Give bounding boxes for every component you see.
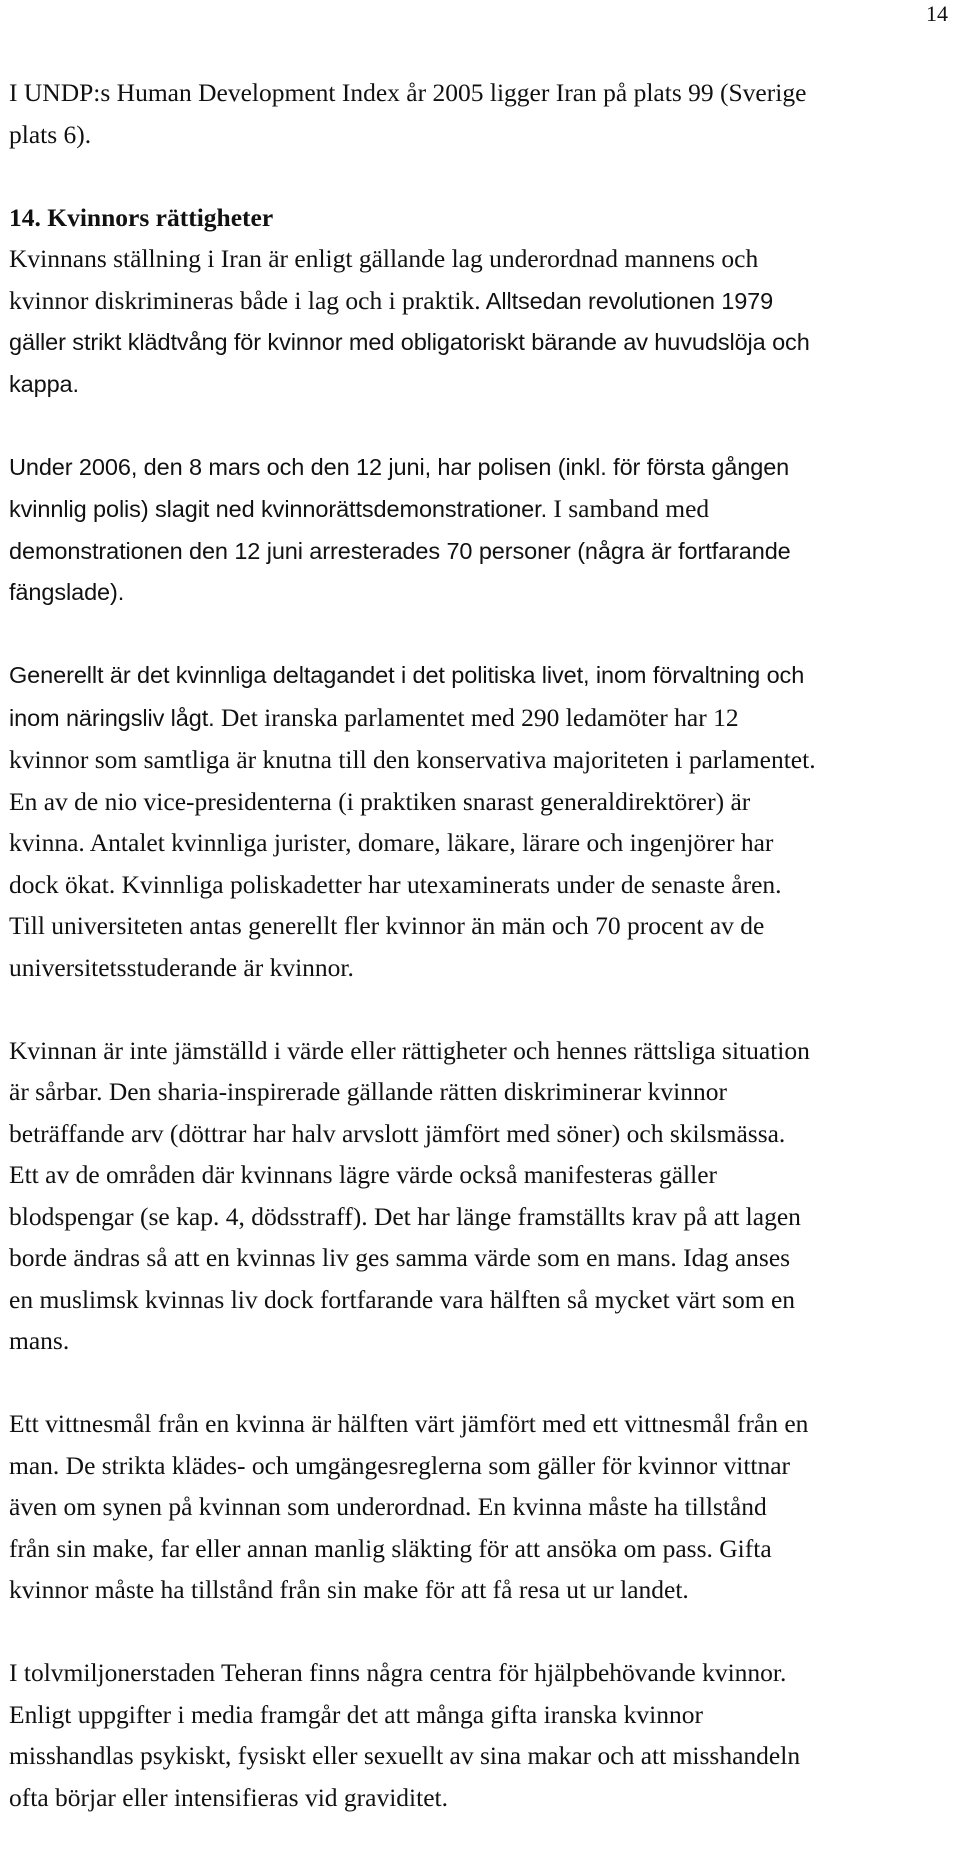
text-line: kappa.	[9, 370, 79, 397]
text-line: dock ökat. Kvinnliga poliskadetter har utexaminerats under de senaste åren.	[9, 869, 782, 899]
text-line: En av de nio vice-presidenterna (i praktiken snarast generaldirektörer) är	[9, 786, 751, 816]
text-line: misshandlas psykiskt, fysiskt eller sexuellt av sina makar och att misshandeln	[9, 1741, 801, 1770]
paragraph-tehran	[9, 1652, 959, 1818]
text-segment-sans: inom näringsliv lågt.	[9, 704, 215, 731]
text-segment-sans: kvinnlig polis) slagit ned kvinnorättsdemonstrationer.	[9, 496, 547, 522]
text-line: ofta börjar eller intensifieras vid graviditet.	[9, 1782, 449, 1812]
text-line: en muslimsk kvinnas liv dock fortfarande vara hälften så mycket värt som en	[9, 1284, 796, 1314]
text-line: kvinnor som samtliga är knutna till den konservativa majoriteten i parlamentet.	[9, 745, 816, 774]
text-line: blodspengar (se kap. 4, dödsstraff). Det har länge framställts krav på att lagen	[9, 1201, 801, 1231]
text-line: Under 2006, den 8 mars och den 12 juni, har polisen (inkl. för första gången	[9, 453, 790, 480]
section-heading: 14. Kvinnors rättigheter	[9, 202, 274, 232]
text-line: borde ändras så att en kvinnas liv ges samma värde som en mans. Idag anses	[9, 1243, 791, 1272]
text-line: Ett vittnesmål från en kvinna är hälften värt jämfört med ett vittnesmål från en	[9, 1409, 809, 1438]
text-line: gäller strikt klädtvång för kvinnor med obligatoriskt bärande av huvudslöja och	[9, 329, 810, 355]
text-line: beträffande arv (döttrar har halv arvslott jämfört med söner) och skilsmässa.	[9, 1118, 786, 1148]
text-line: I tolvmiljonerstaden Teheran finns några centra för hjälpbehövande kvinnor.	[9, 1658, 787, 1687]
text-line: Ett av de områden där kvinnans lägre värde också manifesteras gäller	[9, 1160, 718, 1189]
text-line: Till universiteten antas generellt fler kvinnor än män och 70 procent av de	[9, 911, 765, 940]
text-line: kvinna. Antalet kvinnliga jurister, domare, läkare, lärare och ingenjörer har	[9, 828, 774, 857]
text-segment: Det iranska parlamentet med 290 ledamöter har 12	[214, 702, 739, 732]
paragraph-hdi	[9, 72, 959, 155]
text-line: från sin make, far eller annan manlig släkting för att ansöka om pass. Gifta	[9, 1533, 772, 1563]
text-line: Generellt är det kvinnliga deltagandet i det politiska livet, inom förvaltning och	[9, 662, 805, 688]
text-segment: I samband med	[547, 494, 710, 523]
text-line: fängslade).	[9, 579, 125, 605]
text-line: Kvinnan är inte jämställd i värde eller rättigheter och hennes rättsliga situation	[9, 1035, 810, 1065]
text-line: plats 6).	[9, 119, 92, 149]
text-line	[9, 280, 959, 323]
paragraph-demonstrations	[9, 447, 959, 614]
section-womens-rights	[9, 197, 959, 406]
document-body	[9, 72, 959, 1860]
text-line	[9, 488, 959, 531]
text-line: även om synen på kvinnan som underordnad. En kvinna måste ha tillstånd	[9, 1492, 767, 1521]
text-segment: kvinnor diskrimineras både i lag och i praktik.	[9, 285, 481, 315]
text-line: demonstrationen den 12 juni arresterades 70 personer (några är fortfarande	[9, 537, 791, 564]
text-line: man. De strikta klädes- och umgängesreglerna som gäller för kvinnor vittnar	[9, 1450, 791, 1480]
text-line: universitetsstuderande är kvinnor.	[9, 952, 354, 982]
text-line: Kvinnans ställning i Iran är enligt gällande lag underordnad mannens och	[9, 244, 759, 273]
page-number: 14	[926, 1, 948, 26]
paragraph-testimony	[9, 1403, 959, 1611]
text-line: är sårbar. Den sharia-inspirerade gällande rätten diskriminerar kvinnor	[9, 1077, 727, 1106]
text-segment-sans: Alltsedan revolutionen 1979	[480, 287, 774, 314]
text-line: I UNDP:s Human Development Index år 2005 ligger Iran på plats 99 (Sverige	[9, 78, 807, 107]
text-line	[9, 697, 959, 740]
text-line: mans.	[9, 1326, 70, 1355]
text-line: kvinnor måste ha tillstånd från sin make för att få resa ut ur landet.	[9, 1575, 689, 1604]
paragraph-participation	[9, 655, 959, 988]
text-line: Enligt uppgifter i media framgår det att många gifta iranska kvinnor	[9, 1699, 703, 1729]
paragraph-legal-status	[9, 1030, 959, 1362]
